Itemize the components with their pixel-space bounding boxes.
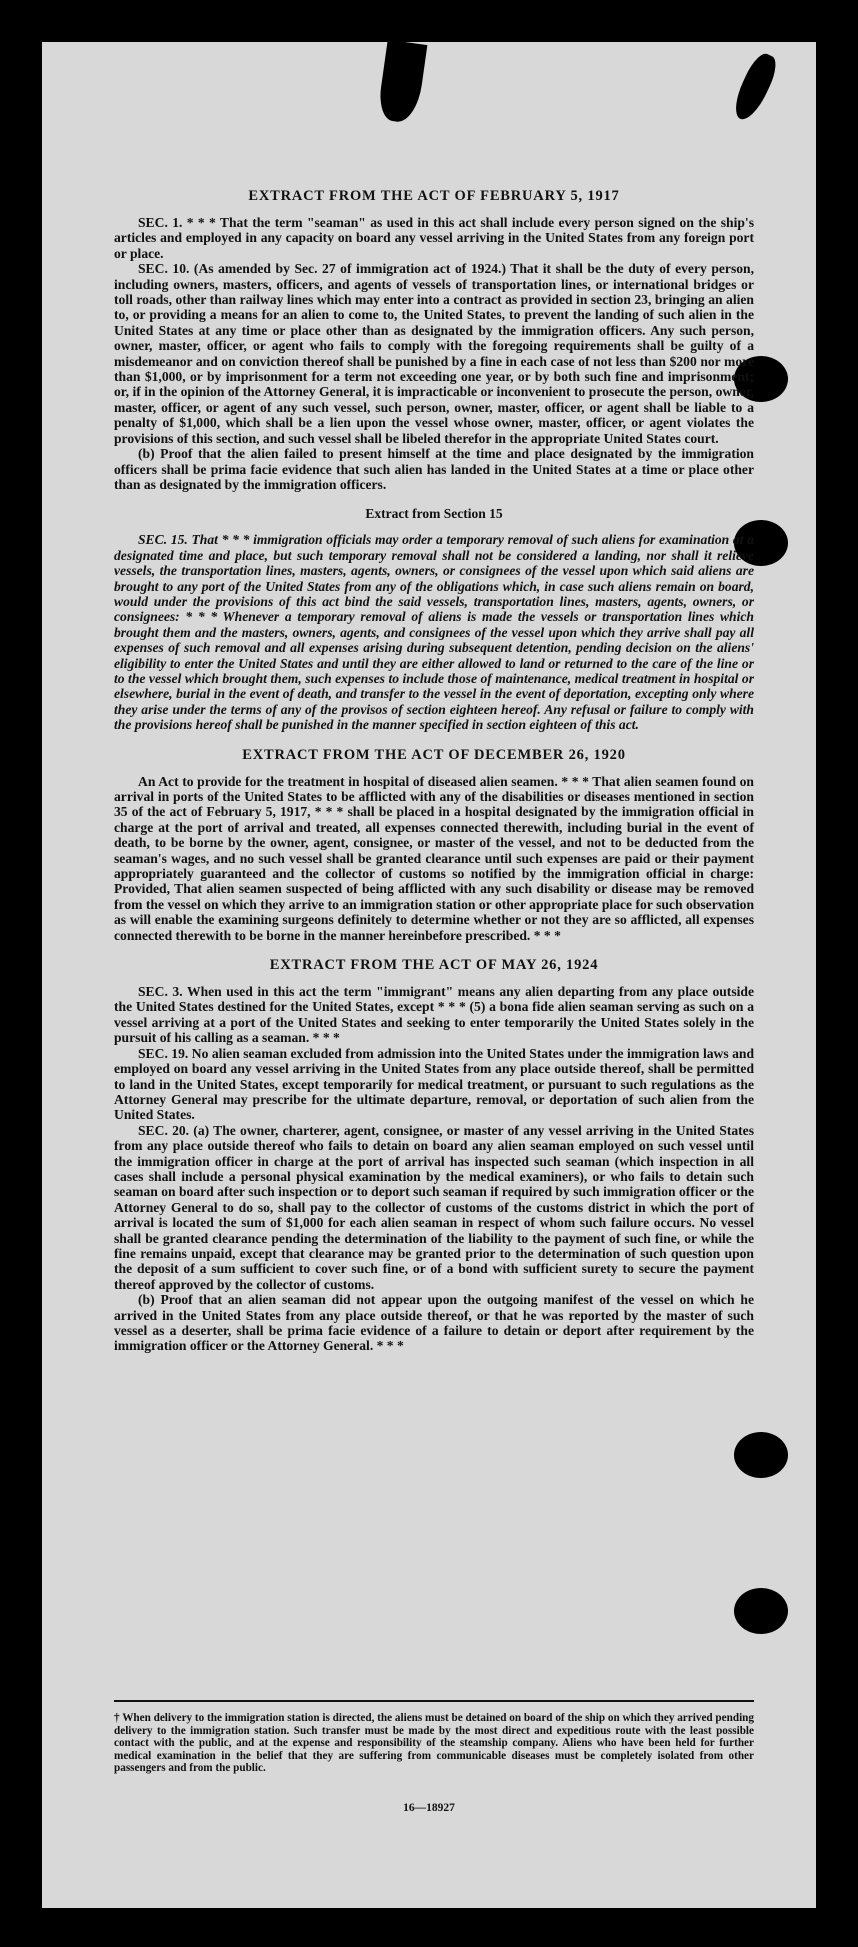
section-paragraph: SEC. 19. No alien seaman excluded from admission into the United States under the immigration laws and employed on board any vessel arriving in the United States from any place outside thereof, shall be permitted to land in the United States, except temporarily for medical treatment, or pursuant to such regulations as the Attorney General may prescribe for the ultimate departure, removal, or deportation of such alien from the United States.: [114, 1045, 754, 1123]
section-paragraph: (b) Proof that an alien seaman did not appear upon the outgoing manifest of the vessel on which he arrived in the United States from any place outside thereof, or that he was reported by the master of such vessel as a deserter, shall be prima facie evidence of a failure to detain or deport after requirement by the immigration officer or the Attorney General. * * *: [114, 1292, 754, 1354]
torn-edge-top: [377, 42, 428, 124]
section-act-1924: [114, 957, 754, 1354]
section-heading: EXTRACT FROM THE ACT OF MAY 26, 1924: [269, 957, 599, 974]
torn-edge-top-right: [728, 50, 781, 124]
footnote: † When delivery to the immigration station is directed, the aliens must be detained on board of the ship on which they arrived pending delivery to the immigration station. Such transfer must be made by the most direct and expeditious route with the least possible contact with the public, and at the expense and responsibility of the steamship company. Aliens who have been held for further medical examination in the belief that they are suffering from communicable diseases must be completely isolated from other passengers and from the public.: [114, 1712, 754, 1775]
footnote-divider: [114, 1700, 754, 1702]
form-number: 16—18927: [403, 1802, 455, 1814]
section-paragraph: SEC. 10. (As amended by Sec. 27 of immigration act of 1924.) That it shall be the duty of every person, including owners, masters, officers, and agents of vessels of transportation lines, or international bridges or toll roads, other than railway lines which may enter into a contract as provided in section 23, bringing an alien to, or providing a means for an alien to come to, the United States, to prevent the landing of such alien in the United States at any time or place other than as designated by the immigration officers. Any such person, owner, master, officer, or agent who fails to comply with the foregoing requirements shall be guilty of a misdemeanor and on conviction thereof shall be punished by a fine in each case of not less than $200 nor more than $1,000, or by imprisonment for a term not exceeding one year, or by both such fine and imprisonment; or, if in the opinion of the Attorney General, it is impracticable or inconvenient to prosecute the person, owner, master, officer, or agent of any such vessel, such person, owner, master, officer, or agent shall be liable to a penalty of $1,000, which shall be a lien upon the vessel whose owner, master, officer, or agent violates the provisions of this section, and such vessel shall be libeled therefor in the appropriate United States court.: [114, 261, 754, 446]
document-body: [114, 188, 754, 1368]
section-paragraph: SEC. 15. That * * * immigration officials may order a temporary removal of such aliens for examination at a designated time and place, but such temporary removal shall not be considered a landing, nor shall it relieve vessels, the transportation lines, masters, agents, owners, or consignees of the vessel upon which said aliens are brought to any port of the United States from any of the obligations which, in case such aliens remain on board, would under the provisions of this act bind the said vessels, transportation lines, masters, agents, owners, or consignees: * * * Whenever a temporary removal of aliens is made the vessels or transportation lines which brought them and the masters, owners, agents, and consignees of the vessel upon which they arrive shall pay all expenses of such removal and all expenses arising during subsequent detention, pending decision on the aliens' eligibility to enter the United States and until they are either allowed to land or returned to the care of the line or to the vessel which brought them, such expenses to include those of maintenance, medical treatment in hospital or elsewhere, burial in the event of death, and transfer to the vessel in the event of deportation, excepting only where they arise under the terms of any of the provisos of section eighteen hereof. Any refusal or failure to comply with the provisions hereof shall be punished in the manner specified in section eighteen of this act.: [114, 532, 754, 733]
section-paragraph: SEC. 3. When used in this act the term "immigrant" means any alien departing from any place outside the United States destined for the United States, except * * * (5) a bona fide alien seaman serving as such on a vessel arriving at a port of the United States and seeking to enter temporarily the United States solely in the pursuit of his calling as a seaman. * * *: [114, 984, 754, 1046]
section-heading: EXTRACT FROM THE ACT OF FEBRUARY 5, 1917: [248, 188, 620, 204]
section-act-1917: [114, 188, 754, 492]
section-heading: Extract from Section 15: [365, 506, 503, 522]
document-page: [42, 42, 816, 1908]
punch-hole: [734, 1432, 788, 1478]
section-paragraph: (b) Proof that the alien failed to present himself at the time and place designated by the immigration officers shall be prima facie evidence that such alien has landed in the United States at a time or place other than as designated by the immigration officers.: [114, 446, 754, 492]
section-extract-15: [114, 506, 754, 732]
section-act-1920: [114, 747, 754, 943]
punch-hole: [734, 1588, 788, 1634]
section-paragraph: An Act to provide for the treatment in hospital of diseased alien seamen. * * * That alien seamen found on arrival in ports of the United States to be afflicted with any of the disabilities or diseases mentioned in section 35 of the act of February 5, 1917, * * * shall be placed in a hospital designated by the immigration official in charge at the port of arrival and treated, all expenses connected therewith, including burial in the event of death, to be borne by the owner, agent, consignee, or master of the vessel, and not to be deducted from the seaman's wages, and no such vessel shall be granted clearance until such expenses are paid or their payment appropriately guaranteed and the collector of customs so notified by the immigration official in charge: Provided, That alien seamen suspected of being afflicted with any such disability or disease may be removed from the vessel on which they arrive to an immigration station or other appropriate place for such observation as will enable the examining surgeons definitely to determine whether or not they are so afflicted, all expenses connected therewith to be borne in the manner hereinbefore prescribed. * * *: [114, 773, 754, 943]
section-heading: EXTRACT FROM THE ACT OF DECEMBER 26, 1920: [242, 746, 626, 763]
section-paragraph: SEC. 1. * * * That the term "seaman" as used in this act shall include every person signed on the ship's articles and employed in any capacity on board any vessel arriving in the United States from any foreign port or place.: [114, 215, 754, 261]
section-paragraph: SEC. 20. (a) The owner, charterer, agent, consignee, or master of any vessel arriving in the United States from any place outside thereof who fails to detain on board any alien seaman employed on such vessel until the immigration officer in charge at the port of arrival has inspected such seaman (which inspection in all cases shall include a personal physical examination by the medical examiners), or who fails to detain such seaman on board after such inspection or to deport such seaman if required by such immigration officer or the Attorney General to do so, shall pay to the collector of customs of the customs district in which the port of arrival is located the sum of $1,000 for each alien seaman in respect of whom such failure occurs. No vessel shall be granted clearance pending the determination of the liability to the payment of such fine, or while the fine remains unpaid, except that clearance may be granted prior to the determination of such question upon the deposit of a sum sufficient to cover such fine, or of a bond with sufficient surety to secure the payment thereof approved by the collector of customs.: [114, 1122, 754, 1292]
